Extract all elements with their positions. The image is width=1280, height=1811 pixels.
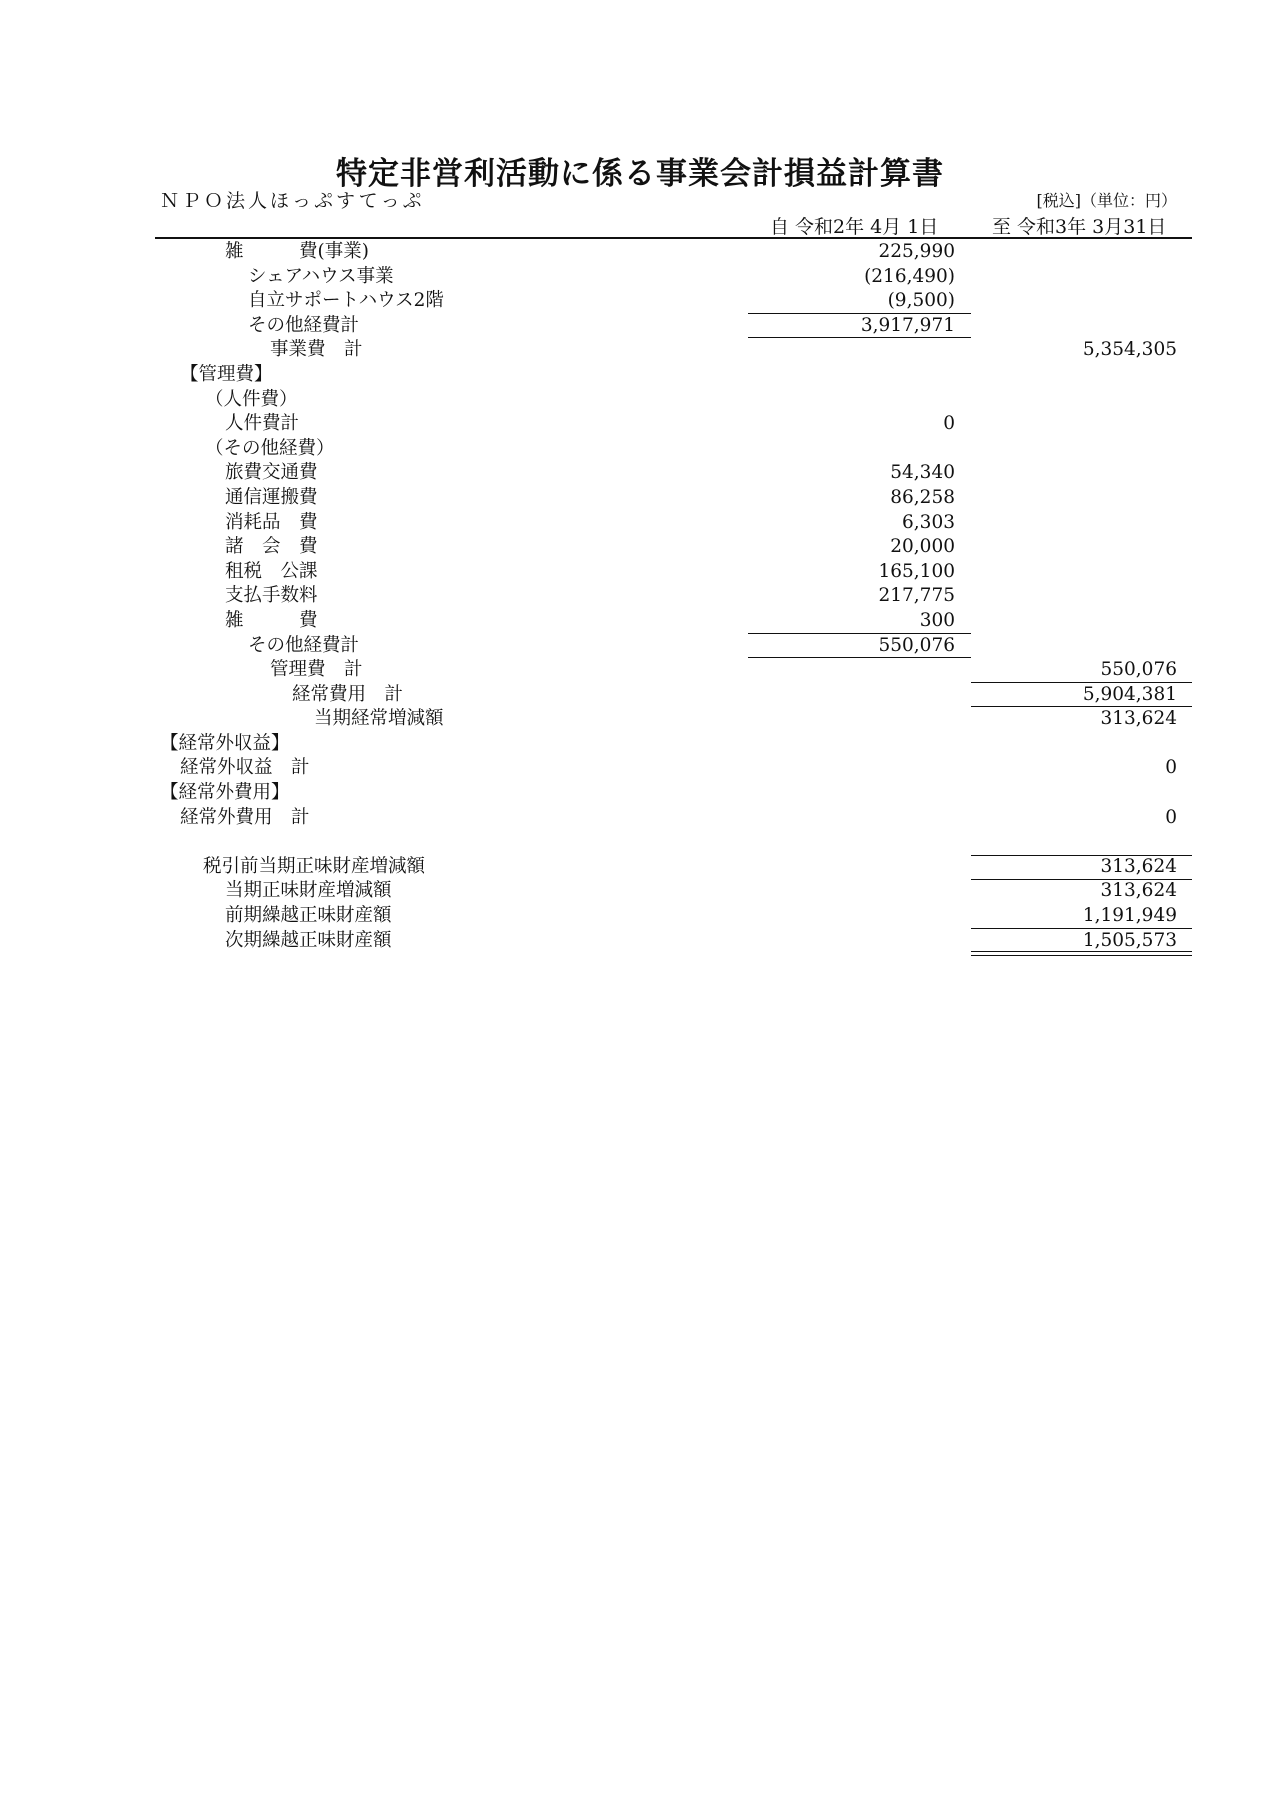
amount-detail: 3,917,971: [860, 314, 955, 336]
row-label: 【経常外費用】: [160, 782, 290, 804]
unit-note: [税込]（単位：円）: [1036, 191, 1177, 210]
amount-total: 0: [1165, 757, 1177, 779]
table-row: [0, 511, 1280, 536]
overline: [971, 855, 1192, 856]
row-label: 当期経常増減額: [314, 708, 444, 730]
fiscal-period: [770, 212, 1167, 239]
amount-detail: 217,775: [878, 585, 955, 607]
table-row: [0, 338, 1280, 363]
table-row: [0, 314, 1280, 339]
row-label: （その他経費）: [205, 437, 335, 459]
row-label: 租税 公課: [225, 560, 318, 582]
table-row: [0, 584, 1280, 609]
table-row: [0, 806, 1280, 831]
amount-detail: (216,490): [864, 265, 955, 287]
table-row: [0, 756, 1280, 781]
table-row: [0, 265, 1280, 290]
table-row: [0, 363, 1280, 388]
row-label: 通信運搬費: [225, 486, 318, 508]
amount-total: 313,624: [1100, 855, 1177, 877]
row-label: 雑 費(事業): [225, 241, 369, 262]
table-row: [0, 683, 1280, 708]
row-label: （人件費）: [205, 388, 298, 410]
row-label: 人件費計: [225, 413, 300, 435]
table-row: [0, 535, 1280, 560]
table-row: [0, 781, 1280, 806]
amount-detail: 0: [943, 413, 955, 435]
row-label: 旅費交通費: [225, 462, 318, 484]
amount-total: 1,191,949: [1082, 905, 1177, 927]
amount-total: 0: [1165, 806, 1177, 828]
table-row: [0, 560, 1280, 585]
table-row: [0, 461, 1280, 486]
period-to: 至 令和3年 3月31日: [992, 216, 1167, 238]
row-label: その他経費計: [248, 314, 360, 336]
amount-detail: 6,303: [902, 511, 955, 533]
row-label: 【管理費】: [180, 363, 273, 385]
row-label: 税引前当期正味財産増減額: [203, 855, 426, 877]
row-label: 事業費 計: [270, 339, 363, 361]
row-label: 諸 会 費: [225, 536, 318, 558]
table-row: [0, 732, 1280, 757]
table-row: [0, 707, 1280, 732]
document-title: 特定非営利活動に係る事業会計損益計算書: [336, 156, 944, 192]
row-label: 経常外費用 計: [180, 806, 310, 828]
amount-detail: (9,500): [887, 290, 955, 312]
row-label: 前期繰越正味財産額: [225, 905, 392, 927]
amount-detail: 550,076: [878, 634, 955, 656]
row-label: 支払手数料: [225, 585, 318, 607]
table-row: [0, 240, 1280, 265]
amount-total: 5,354,305: [1082, 339, 1177, 361]
row-label: 消耗品 費: [225, 511, 318, 533]
amount-detail: 86,258: [890, 486, 955, 508]
amount-detail: 165,100: [878, 560, 955, 582]
row-label: 当期正味財産増減額: [225, 880, 392, 902]
table-row: [0, 486, 1280, 511]
table-row: [0, 437, 1280, 462]
amount-total: 550,076: [1100, 659, 1177, 681]
overline: [971, 879, 1192, 880]
double-underline: [971, 951, 1192, 956]
row-label: 雑 費: [225, 609, 318, 631]
table-row: [0, 412, 1280, 437]
table-row: [0, 830, 1280, 855]
table-row: [0, 929, 1280, 954]
table-row: [0, 609, 1280, 634]
amount-total: 313,624: [1100, 708, 1177, 730]
row-label: 自立サポートハウス2階: [248, 290, 444, 312]
amount-total: 1,505,573: [1082, 929, 1177, 951]
amount-total: 5,904,381: [1082, 683, 1177, 705]
table-row: [0, 289, 1280, 314]
table-row: [0, 879, 1280, 904]
table-row: [0, 904, 1280, 929]
row-label: 【経常外収益】: [160, 732, 290, 754]
table-row: [0, 658, 1280, 683]
statement-table: [0, 240, 1280, 953]
amount-detail: 300: [919, 609, 955, 631]
row-label: その他経費計: [248, 634, 360, 656]
row-label: 経常外収益 計: [180, 757, 310, 779]
table-row: [0, 388, 1280, 413]
amount-total: 313,624: [1100, 880, 1177, 902]
amount-detail: 225,990: [878, 241, 955, 262]
row-label: 経常費用 計: [292, 683, 404, 705]
table-row: [0, 855, 1280, 880]
row-label: 次期繰越正味財産額: [225, 929, 392, 951]
header-rule: [155, 237, 1192, 239]
period-from: 自 令和2年 4月 1日: [770, 216, 939, 238]
table-row: [0, 634, 1280, 659]
row-label: シェアハウス事業: [248, 265, 394, 287]
amount-detail: 54,340: [890, 462, 955, 484]
row-label: 管理費 計: [270, 659, 363, 681]
amount-detail: 20,000: [890, 536, 955, 558]
organization-name: ＮＰＯ法人ほっぷすてっぷ: [160, 190, 425, 212]
